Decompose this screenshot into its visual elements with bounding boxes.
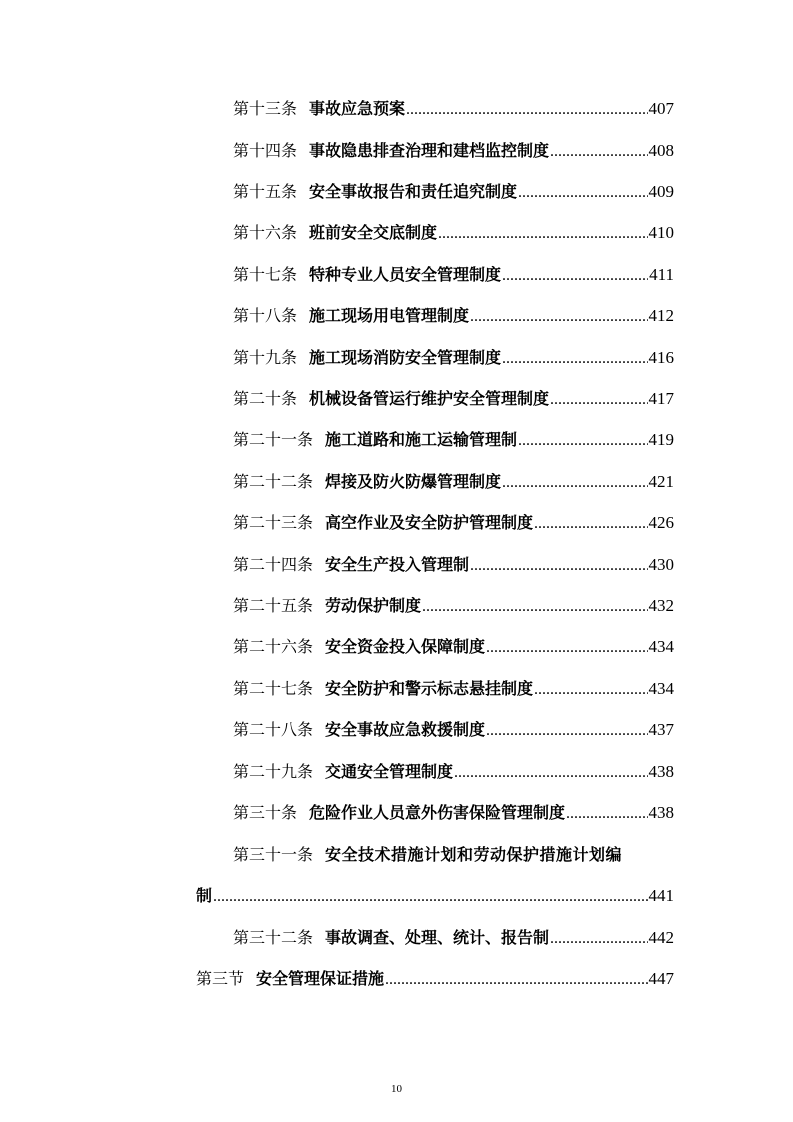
article-number: 第二十五条 bbox=[233, 596, 314, 615]
dot-leader bbox=[534, 511, 647, 537]
dot-leader bbox=[422, 594, 647, 620]
entry-title: 安全事故报告和责任追究制度 bbox=[309, 182, 518, 201]
article-number: 第二十六条 bbox=[233, 637, 314, 656]
article-number: 第十五条 bbox=[233, 182, 298, 201]
page-number: 410 bbox=[648, 223, 674, 242]
page-number: 421 bbox=[648, 472, 674, 491]
entry-title: 机械设备管运行维护安全管理制度 bbox=[309, 389, 550, 408]
page-number: 434 bbox=[648, 679, 674, 698]
entry-title: 安全生产投入管理制 bbox=[325, 555, 470, 574]
page-number: 409 bbox=[648, 182, 674, 201]
dot-leader bbox=[550, 926, 647, 952]
article-number: 第三十一条 bbox=[233, 845, 314, 864]
dot-leader bbox=[550, 139, 647, 165]
page-number: 411 bbox=[649, 265, 674, 284]
dot-leader bbox=[486, 718, 647, 744]
article-number: 第三十二条 bbox=[233, 928, 314, 947]
dot-leader bbox=[502, 263, 648, 289]
entry-title: 安全资金投入保障制度 bbox=[325, 637, 486, 656]
entry-title-continuation: 制 bbox=[196, 886, 213, 905]
entry-title: 施工现场用电管理制度 bbox=[309, 306, 470, 325]
footer-page-number: 10 bbox=[391, 1083, 402, 1095]
toc-entry[interactable] bbox=[233, 717, 674, 743]
article-number: 第二十四条 bbox=[233, 555, 314, 574]
page-number: 417 bbox=[648, 389, 674, 408]
article-number: 第二十九条 bbox=[233, 762, 314, 781]
entry-title: 焊接及防火防爆管理制度 bbox=[325, 472, 502, 491]
toc-entry[interactable] bbox=[233, 138, 674, 164]
entry-title: 安全事故应急救援制度 bbox=[325, 720, 486, 739]
article-number: 第二十三条 bbox=[233, 513, 314, 532]
toc-entry[interactable] bbox=[233, 552, 674, 578]
toc-entry[interactable] bbox=[233, 427, 674, 453]
article-number: 第十三条 bbox=[233, 99, 298, 118]
entry-title: 劳动保护制度 bbox=[325, 596, 422, 615]
dot-leader bbox=[518, 180, 647, 206]
toc-entry[interactable] bbox=[233, 386, 674, 412]
article-number: 第十八条 bbox=[233, 306, 298, 325]
dot-leader bbox=[550, 387, 647, 413]
page-number: 408 bbox=[648, 141, 674, 160]
toc-entry-wrapped-line1[interactable] bbox=[233, 842, 674, 868]
entry-title: 施工现场消防安全管理制度 bbox=[309, 348, 502, 367]
entry-title: 事故应急预案 bbox=[309, 99, 406, 118]
page-number: 407 bbox=[648, 99, 674, 118]
article-number: 第十九条 bbox=[233, 348, 298, 367]
dot-leader bbox=[534, 677, 647, 703]
toc-entry[interactable] bbox=[233, 96, 674, 122]
page-number: 416 bbox=[648, 348, 674, 367]
dot-leader bbox=[213, 884, 647, 910]
article-number: 第十六条 bbox=[233, 223, 298, 242]
entry-title: 特种专业人员安全管理制度 bbox=[309, 265, 502, 284]
dot-leader bbox=[486, 635, 647, 661]
toc-entry[interactable] bbox=[233, 179, 674, 205]
dot-leader bbox=[438, 221, 647, 247]
entry-title: 事故隐患排查治理和建档监控制度 bbox=[309, 141, 550, 160]
dot-leader bbox=[470, 553, 647, 579]
toc-entry[interactable] bbox=[233, 759, 674, 785]
page-number: 447 bbox=[648, 969, 674, 988]
dot-leader bbox=[454, 760, 647, 786]
page-number: 432 bbox=[648, 596, 674, 615]
dot-leader bbox=[502, 346, 647, 372]
article-number: 第二十七条 bbox=[233, 679, 314, 698]
toc-entry[interactable] bbox=[233, 345, 674, 371]
toc-entry[interactable] bbox=[233, 676, 674, 702]
toc-entry[interactable] bbox=[233, 593, 674, 619]
toc-entry-wrapped-line2[interactable] bbox=[196, 883, 674, 909]
toc-entry[interactable] bbox=[233, 510, 674, 536]
toc-entry[interactable] bbox=[233, 925, 674, 951]
article-number: 第二十八条 bbox=[233, 720, 314, 739]
page-number: 438 bbox=[648, 762, 674, 781]
entry-title: 危险作业人员意外伤害保险管理制度 bbox=[309, 803, 566, 822]
entry-title: 班前安全交底制度 bbox=[309, 223, 438, 242]
toc-entry[interactable] bbox=[233, 469, 674, 495]
article-number: 第十四条 bbox=[233, 141, 298, 160]
page-number: 419 bbox=[648, 430, 674, 449]
page-number: 437 bbox=[648, 720, 674, 739]
entry-title: 高空作业及安全防护管理制度 bbox=[325, 513, 534, 532]
entry-title: 安全防护和警示标志悬挂制度 bbox=[325, 679, 534, 698]
page-number: 441 bbox=[648, 886, 674, 905]
page-number: 426 bbox=[648, 513, 674, 532]
toc-entry[interactable] bbox=[233, 262, 674, 288]
dot-leader bbox=[470, 304, 647, 330]
toc-entry[interactable] bbox=[233, 220, 674, 246]
page-number: 412 bbox=[648, 306, 674, 325]
page-number: 430 bbox=[648, 555, 674, 574]
article-number: 第二十一条 bbox=[233, 430, 314, 449]
dot-leader bbox=[385, 967, 647, 993]
dot-leader bbox=[502, 470, 647, 496]
entry-title: 交通安全管理制度 bbox=[325, 762, 454, 781]
entry-title: 事故调查、处理、统计、报告制 bbox=[325, 928, 550, 947]
article-number: 第二十二条 bbox=[233, 472, 314, 491]
entry-title: 安全技术措施计划和劳动保护措施计划编 bbox=[325, 845, 623, 864]
article-number: 第三十条 bbox=[233, 803, 298, 822]
toc-entry[interactable] bbox=[233, 303, 674, 329]
page-number: 438 bbox=[648, 803, 674, 822]
section-title: 安全管理保证措施 bbox=[256, 969, 385, 988]
toc-entry[interactable] bbox=[233, 634, 674, 660]
toc-section-entry[interactable] bbox=[196, 966, 674, 992]
page-number: 434 bbox=[648, 637, 674, 656]
dot-leader bbox=[406, 97, 647, 123]
dot-leader bbox=[566, 801, 647, 827]
page-number: 442 bbox=[648, 928, 674, 947]
entry-title: 施工道路和施工运输管理制 bbox=[325, 430, 518, 449]
section-label: 第三节 bbox=[196, 969, 245, 988]
article-number: 第十七条 bbox=[233, 265, 298, 284]
dot-leader bbox=[518, 428, 647, 454]
toc-entry[interactable] bbox=[233, 800, 674, 826]
article-number: 第二十条 bbox=[233, 389, 298, 408]
